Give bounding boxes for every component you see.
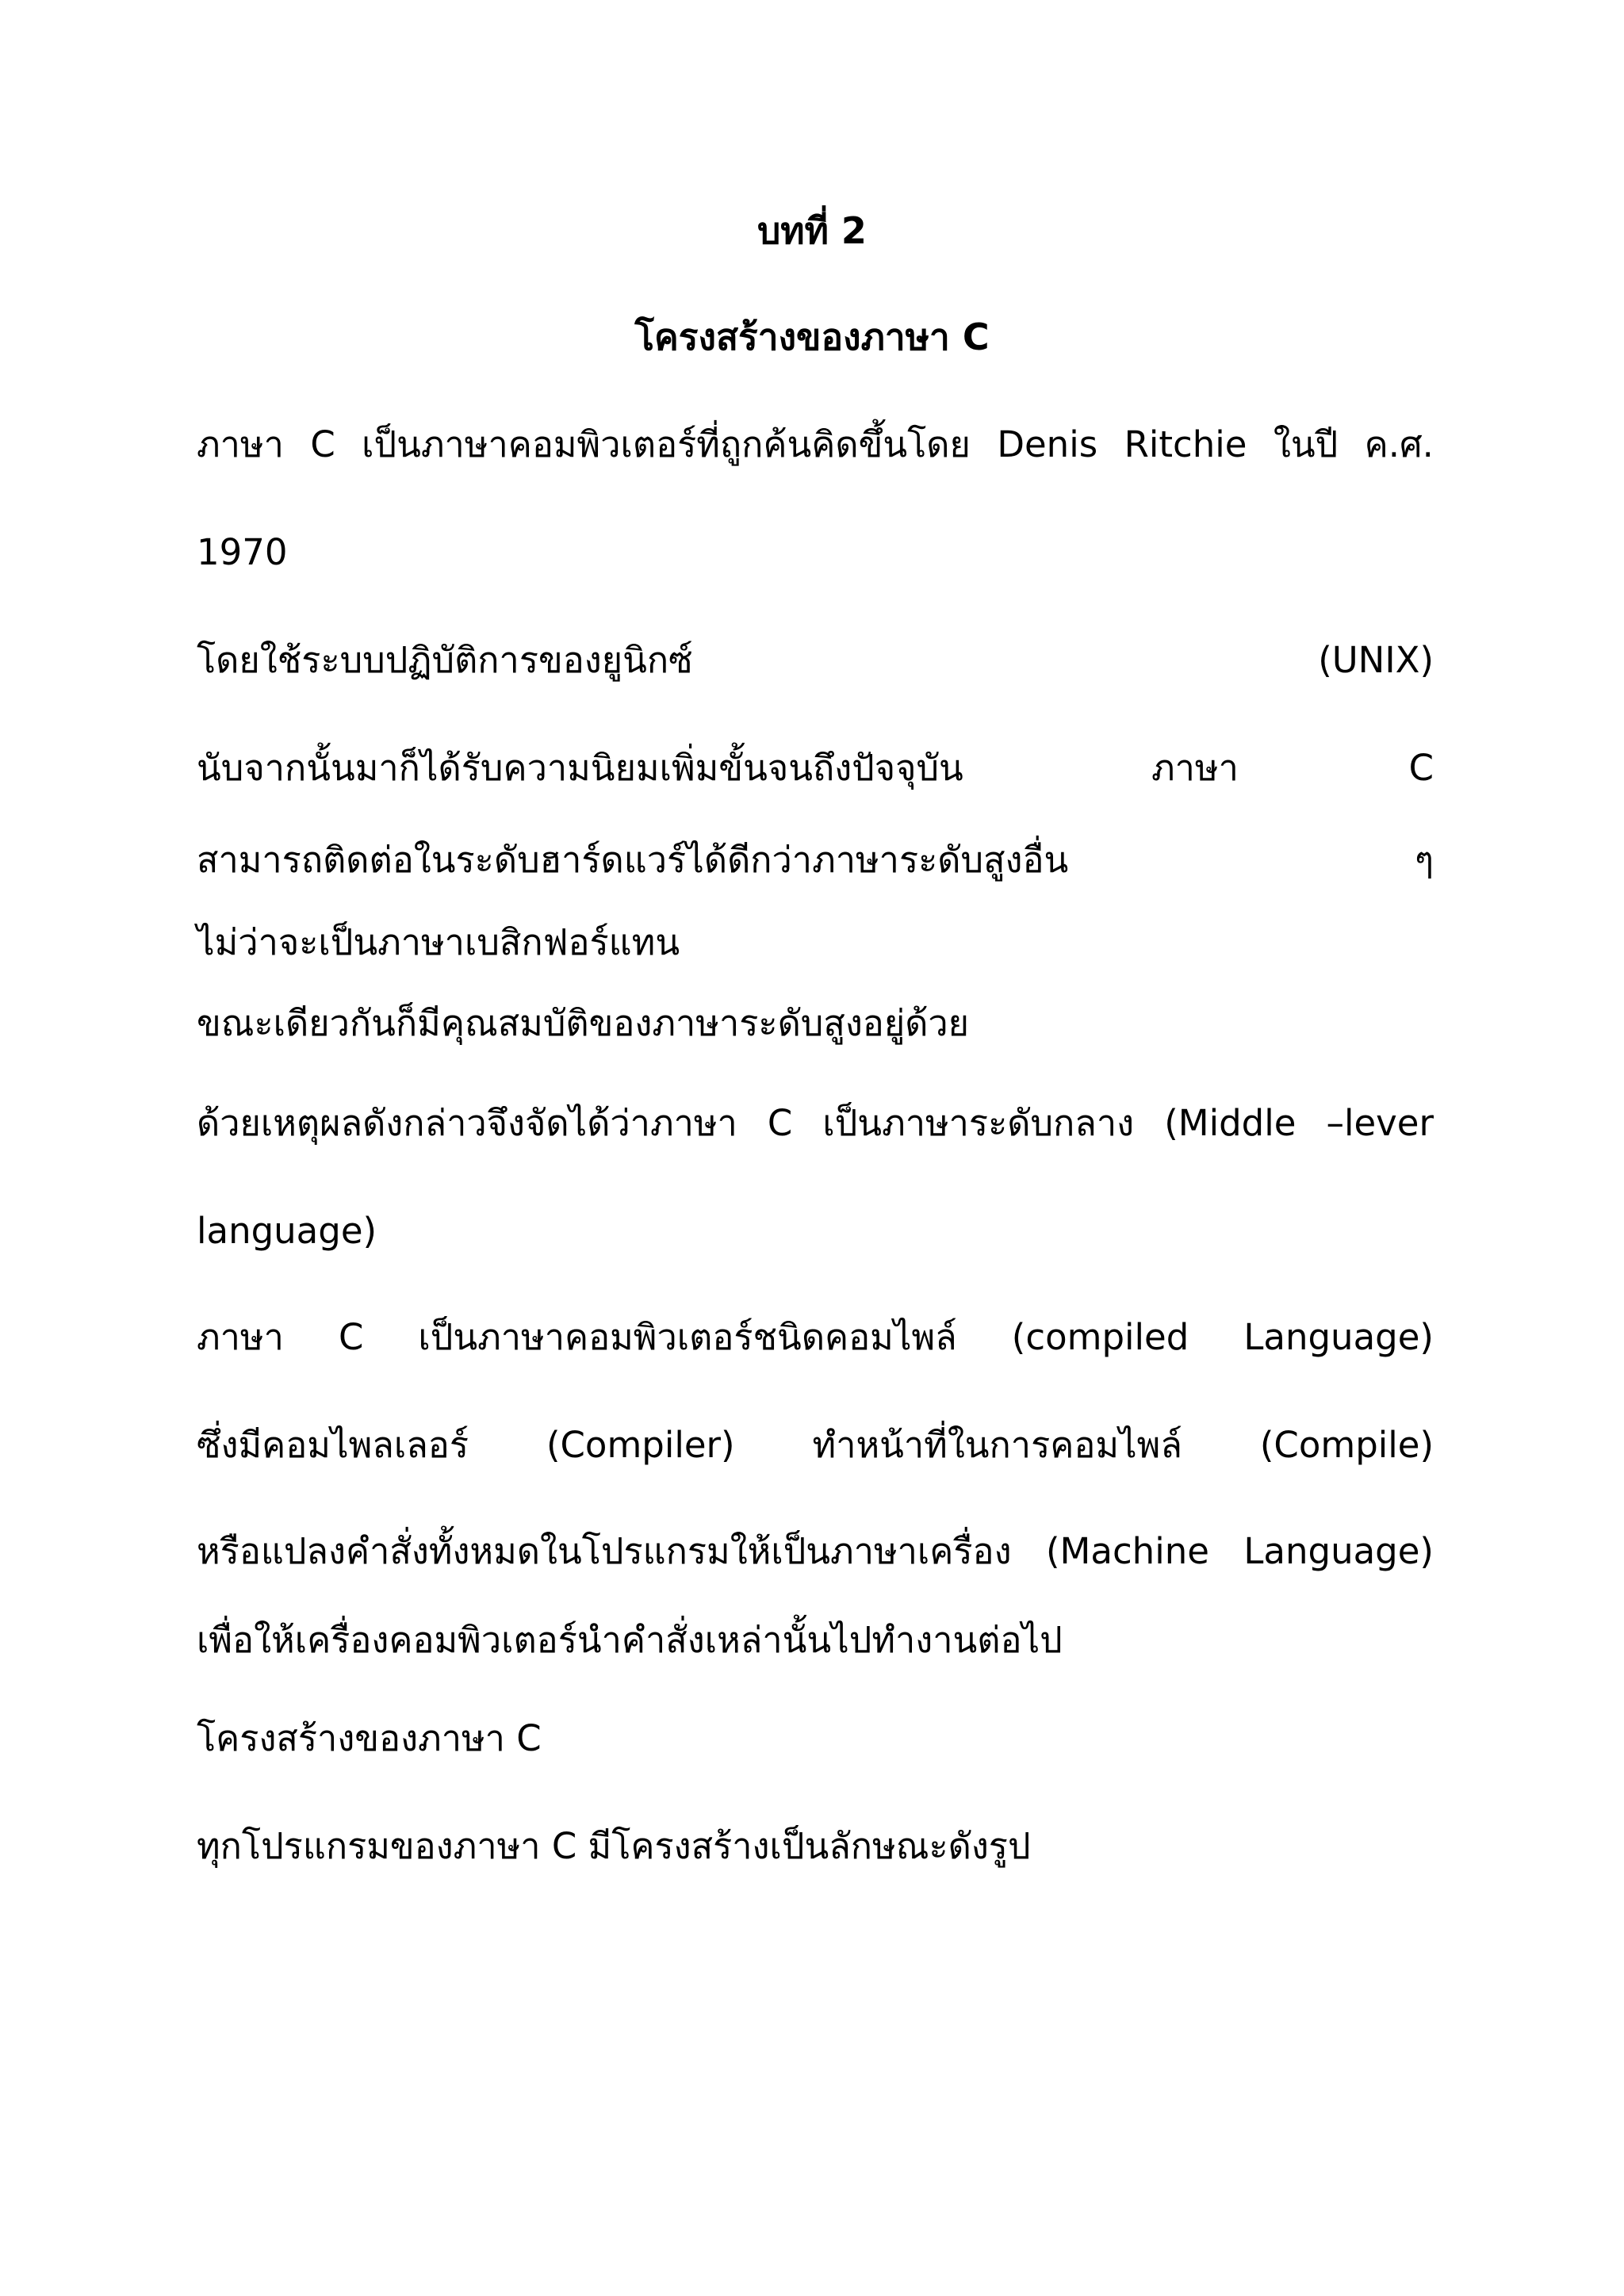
- word: (Compile): [1259, 1424, 1434, 1466]
- word: โดยใช้ระบบปฏิบัติการของยูนิกซ์: [197, 639, 693, 681]
- word: ภาษา: [197, 423, 284, 465]
- word: Denis: [997, 423, 1098, 465]
- paragraph-line-1: [197, 422, 1434, 469]
- word: –lever: [1326, 1102, 1434, 1144]
- word: ในปี: [1273, 423, 1339, 465]
- word: (Compiler): [546, 1424, 735, 1466]
- word: ค.ศ.: [1364, 423, 1434, 465]
- word: (Machine: [1045, 1530, 1209, 1572]
- paragraph-line-8: [197, 1100, 1434, 1147]
- word: เป็นภาษาระดับกลาง: [822, 1102, 1135, 1144]
- paragraph-line-9: language): [197, 1210, 377, 1252]
- word: สามารถติดต่อในระดับฮาร์ดแวร์ได้ดีกว่าภาษาระดับสูงอื่น: [197, 839, 1069, 881]
- word: Language): [1243, 1316, 1434, 1358]
- paragraph-line-14: โครงสร้างของภาษา C: [197, 1717, 542, 1759]
- word: (compiled: [1011, 1316, 1189, 1358]
- paragraph-line-12: [197, 1529, 1434, 1575]
- word: ซึ่งมีคอมไพลเลอร์: [197, 1424, 469, 1466]
- paragraph-line-3: [197, 637, 1434, 684]
- word: นับจากนั้นมาก็ได้รับความนิยมเพิ่มขั้นจนถึงปัจจุบัน: [197, 747, 963, 789]
- word: เป็นภาษาคอมพิวเตอร์ชนิดคอมไพล์: [418, 1316, 957, 1358]
- word: ๆ: [1414, 839, 1434, 881]
- word: C: [1408, 747, 1434, 789]
- word: ทำหน้าที่ในการคอมไพล์: [812, 1424, 1182, 1466]
- paragraph-line-11: [197, 1422, 1434, 1469]
- word: (Middle: [1164, 1102, 1297, 1144]
- paragraph-line-2: 1970: [197, 531, 288, 573]
- paragraph-line-10: [197, 1314, 1434, 1361]
- chapter-label: บทที่ 2: [757, 209, 867, 252]
- word: C: [310, 423, 335, 465]
- paragraph-line-6: ไม่ว่าจะเป็นภาษาเบสิกฟอร์แทน: [197, 921, 680, 963]
- paragraph-line-13: เพื่อให้เครื่องคอมพิวเตอร์นำคำสั่งเหล่านั้นไปทำงานต่อไป: [197, 1619, 1063, 1661]
- word: C: [767, 1102, 793, 1144]
- paragraph-line-15: ทุกโปรแกรมของภาษา C มีโครงสร้างเป็นลักษณะดังรูป: [197, 1825, 1031, 1867]
- paragraph-line-4: [197, 745, 1434, 792]
- paragraph-line-7: ขณะเดียวกันก็มีคุณสมบัติของภาษาระดับสูงอยู่ด้วย: [197, 1002, 970, 1044]
- word: C: [338, 1316, 364, 1358]
- word: หรือแปลงคำสั่งทั้งหมดในโปรแกรมให้เป็นภาษาเครื่อง: [197, 1530, 1012, 1572]
- paragraph-line-5: [197, 837, 1434, 884]
- word: ด้วยเหตุผลดังกล่าวจึงจัดได้ว่าภาษา: [197, 1102, 737, 1144]
- word: ภาษา: [1151, 747, 1239, 789]
- word: (UNIX): [1318, 639, 1434, 681]
- word: เป็นภาษาคอมพิวเตอร์ที่ถูกค้นคิดขึ้นโดย: [362, 423, 971, 465]
- word: ภาษา: [197, 1316, 284, 1358]
- chapter-title: โครงสร้างของภาษา C: [634, 316, 990, 358]
- word: Ritchie: [1124, 423, 1247, 465]
- word: Language): [1243, 1530, 1434, 1572]
